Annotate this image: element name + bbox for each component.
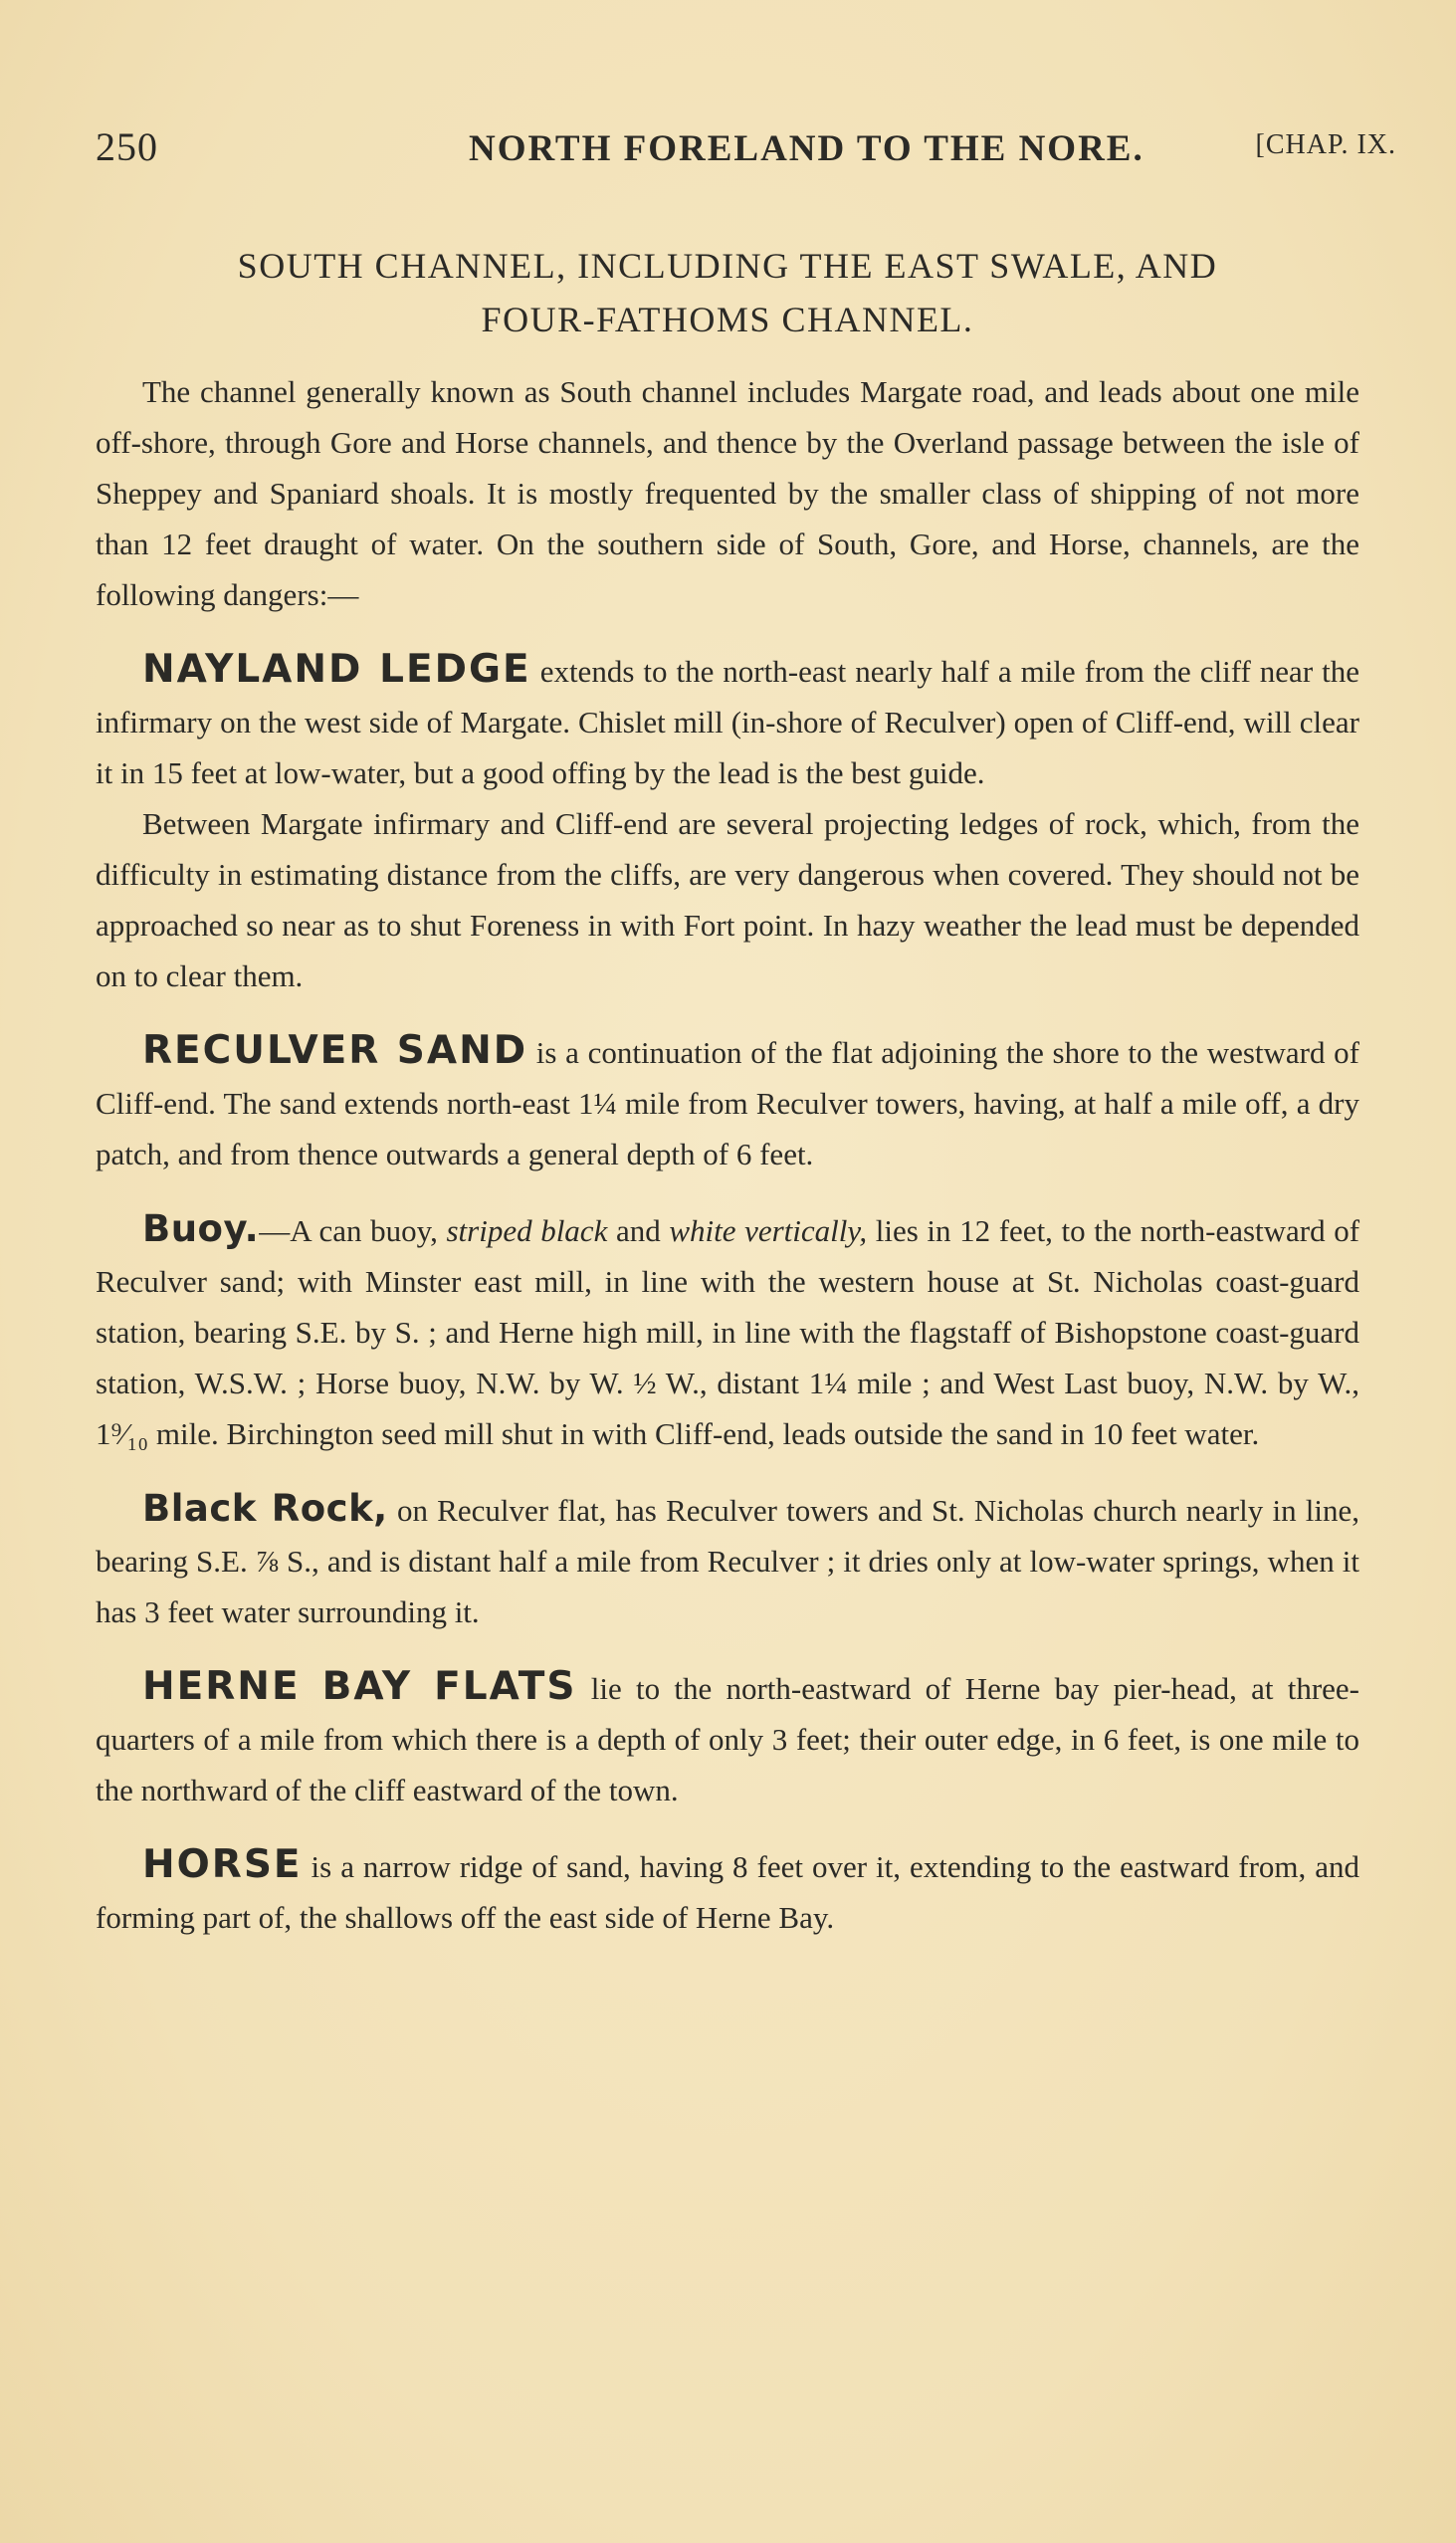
herne-bay-flats-text: lie to the north-eastward of Herne bay pier-head, at three-quarters of a mile from which there is a depth of only 3 feet; their outer edge, in 6 feet, is one mile to the northward of the cliff eastward of the town. [96, 1671, 1359, 1807]
buoy-mid: and [615, 1213, 661, 1248]
section-title-line-2: FOUR-FATHOMS CHANNEL. [481, 300, 974, 339]
page-number: 250 [96, 124, 158, 169]
black-rock-text: on Reculver flat, has Reculver towers and St. Nicholas church nearly in line, bearing S.E. ⅞ S., and is distant half a mile from Reculver ; it dries only at low-water springs, when it has 3 feet water surrounding it. [96, 1493, 1360, 1629]
buoy-lead: —A can buoy, [259, 1213, 438, 1248]
nayland-ledge-heading: NAYLAND LEDGE [142, 647, 531, 692]
buoy-em-white: white vertically, [669, 1213, 868, 1248]
chapter-label: [CHAP. IX. [1255, 129, 1396, 160]
page-body [96, 239, 1359, 1943]
running-title: NORTH FORELAND TO THE NORE. [469, 128, 1144, 169]
running-header [96, 117, 1396, 177]
buoy-paragraph [96, 1203, 1359, 1459]
black-rock-paragraph [96, 1483, 1359, 1637]
horse-text: is a narrow ridge of sand, having 8 feet over it, extending to the eastward from, and forming part of, the shallows off the east side of Herne Bay. [96, 1849, 1360, 1935]
reculver-sand-text: is a continuation of the flat adjoining the shore to the westward of Cliff-end. The sand extends north-east 1¼ mile from Reculver towers, having, at half a mile off, a dry patch, and from thence outwards a general depth of 6 feet. [96, 1035, 1359, 1171]
buoy-text: lies in 12 feet, to the north-eastward of Reculver sand; with Minster east mill, in line with the western house at St. Nicholas coast-guard station, bearing S.E. by S. ; and Herne high mill, in line with the flagstaff of Bishopstone coast-guard station, W.S.W. ; Horse buoy, N.W. by W. ½ W., distant 1¼ mile ; and West Last buoy, N.W. by W., 1⁹⁄₁₀ mile. Birchington seed mill shut in with Cliff-end, leads outside the sand in 10 feet water. [96, 1213, 1360, 1451]
buoy-em-striped: striped black [446, 1213, 608, 1248]
herne-bay-flats-paragraph [96, 1661, 1359, 1815]
section-title [96, 239, 1359, 346]
section-title-line-1: SOUTH CHANNEL, INCLUDING THE EAST SWALE, AND [237, 246, 1218, 286]
nayland-ledge-paragraph [96, 644, 1359, 798]
horse-paragraph [96, 1839, 1359, 1943]
herne-bay-flats-heading: HERNE BAY FLATS [142, 1664, 577, 1709]
between-paragraph: Between Margate infirmary and Cliff-end are several projecting ledges of rock, which, from the difficulty in estimating distance from the cliffs, are very dangerous when covered. They should not be approached so near as to shut Foreness in with Fort point. In hazy weather the lead must be depended on to clear them. [96, 806, 1359, 993]
horse-heading: HORSE [142, 1842, 303, 1887]
nayland-ledge-text: extends to the north-east nearly half a mile from the cliff near the infirmary on the west side of Margate. Chislet mill (in-shore of Reculver) open of Cliff-end, will clear it in 15 feet at low-water, but a good offing by the lead is the best guide. [96, 654, 1359, 790]
intro-paragraph: The channel generally known as South channel includes Margate road, and leads about one mile off-shore, through Gore and Horse channels, and thence by the Overland passage between the isle of Sheppey and Spaniard shoals. It is mostly frequented by the smaller class of shipping of not more than 12 feet draught of water. On the southern side of South, Gore, and Horse, channels, are the following dangers:— [96, 374, 1359, 612]
reculver-sand-heading: RECULVER SAND [142, 1028, 528, 1073]
buoy-heading: Buoy. [142, 1207, 260, 1250]
black-rock-heading: Black Rock, [142, 1487, 388, 1530]
reculver-sand-paragraph [96, 1025, 1359, 1179]
